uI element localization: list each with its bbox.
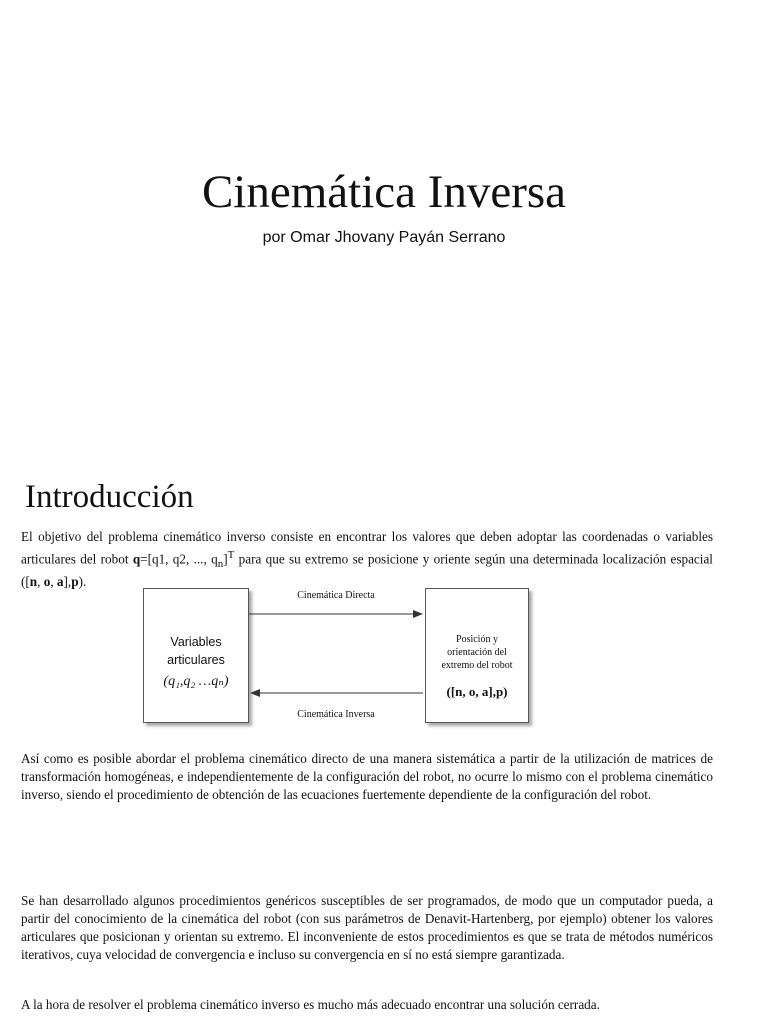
- left-box-line2: articulares: [167, 653, 225, 667]
- p1-o: o: [43, 574, 51, 590]
- right-box-line3: extremo del robot: [441, 660, 513, 671]
- inverse-kinematics-label: Cinemática Inversa: [297, 709, 375, 720]
- right-box-line2: orientación del: [447, 647, 507, 658]
- paragraph-intro: El objetivo del problema cinemático inverso consiste en encontrar los valores que deben adoptar las coordenadas o variables articulares del robot q=[q1, q2, ..., $q_n]^T$ para que su extremo se posicione y oriente según una determinada localización espacial ([n, o, a],p).: [21, 529, 713, 590]
- p1-sup-t: T: [227, 549, 235, 561]
- arrows-svg: [247, 585, 425, 725]
- right-box-vector: ([n, o, a],p): [446, 684, 508, 699]
- p1-text-a: El objetivo del problema cinemático inverso consiste en encontrar los valores que deben adoptar las coordenadas o variables articulares del robot: [21, 529, 713, 567]
- paragraph-3: Se han desarrollado algunos procedimientos genéricos susceptibles de ser programados, de modo que un computador pueda, a partir del conocimiento de la cinemática del robot (con sus parámetros de Denavit-Hartenberg, por ejemplo) obtener los valores articulares que posicionan y orientan su extremo. El inconveniente de estos procedimientos es que se trata de métodos numéricos iterativos, cuya velocidad de convergencia e incluso su convergencia en sí no está siempre garantizada.: [21, 893, 713, 962]
- kinematics-diagram: [140, 585, 534, 725]
- left-box-line1: Variables: [170, 635, 222, 649]
- position-orientation-box: [425, 588, 529, 723]
- paragraph-4: A la hora de resolver el problema cinemático inverso es mucho más adecuado encontrar una solución cerrada.: [21, 997, 600, 1012]
- p1-text-e: ).: [78, 574, 87, 590]
- p1-sub-n: n: [217, 558, 224, 571]
- section-heading: Introducción: [25, 479, 194, 515]
- joint-variables-box: [143, 588, 249, 723]
- paragraph-2: Así como es posible abordar el problema cinemático directo de una manera sistemática a partir de la utilización de matrices de transformación homogéneas, e independientemente de la configuración del robot, no ocurre lo mismo con el problema cinemático inverso, siendo el procedimiento de obtención de las ecuaciones fuertemente dependiente de la configuración del robot.: [21, 751, 713, 802]
- direct-kinematics-label: Cinemática Directa: [297, 590, 375, 601]
- p1-q: q: [132, 551, 141, 567]
- left-box-math: (q₁,q₂ …qₙ): [163, 674, 229, 689]
- p1-p: p: [71, 574, 79, 590]
- p1-text-d: para que su extremo se posicione y oriente según una determinada localización espacial ([: [21, 551, 713, 590]
- right-box-line1: Posición y: [456, 634, 498, 645]
- p1-a: a: [56, 574, 64, 590]
- p1-text-b: =[q1, q2, ..., q: [140, 551, 218, 567]
- p1-text-c: ]: [223, 551, 228, 567]
- document-title: Cinemática Inversa: [201, 166, 567, 218]
- p1-n: n: [29, 574, 38, 590]
- author-line: por Omar Jhovany Payán Serrano: [262, 229, 506, 246]
